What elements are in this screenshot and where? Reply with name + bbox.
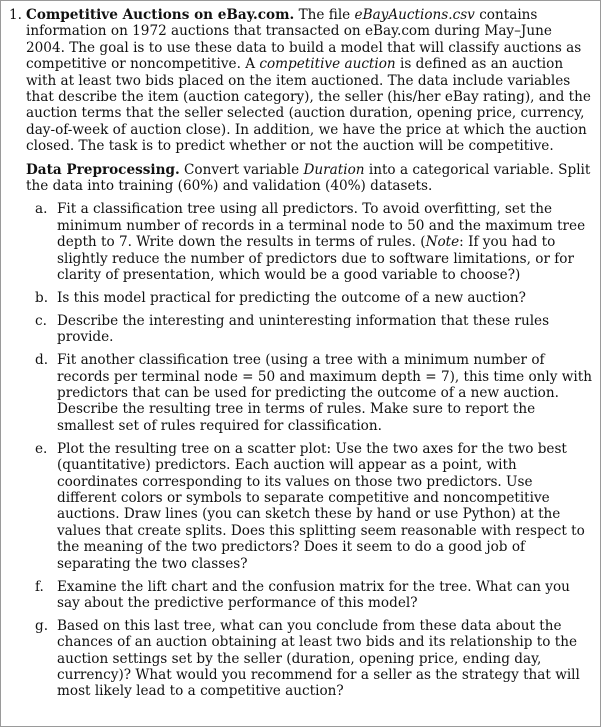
question-list: [26, 201, 593, 699]
problem-title: Competitive Auctions on eBay.com.: [26, 7, 295, 23]
item-a-note-label: Note: [425, 234, 460, 251]
item-text: Fit another classification tree (using a tree with a minimum number of records per terminal node = 50 and maximum depth = 7), this time only with predictors that can be used for predicting the outcome of a new auction. Describe the resulting tree in terms of rules. Make sure to report the smallest set of rules required for classification.: [57, 352, 592, 434]
problem-1: [9, 7, 593, 706]
preprocessing-paragraph: [26, 162, 593, 195]
item-letter: f.: [35, 578, 44, 595]
item-text: Based on this last tree, what can you conclude from these data about the chances of an auction obtaining at least two bids and its relationship to the auction settings set by the seller (duration, opening price, ending day, currency)? What would you recommend for a seller as the strategy that will most likely lead to a competitive auction?: [57, 617, 580, 700]
preprocessing-text-2: into a categorical variable. Split the data into training (60%) and validation (40%) datasets.: [26, 161, 591, 195]
question-item-c: [26, 313, 593, 346]
preprocessing-text-1: Convert variable: [179, 161, 304, 178]
item-letter: g.: [35, 617, 49, 634]
question-item-a: [26, 201, 593, 283]
item-text: Is this model practical for predicting the outcome of a new auction?: [57, 290, 526, 306]
item-text: Plot the resulting tree on a scatter plot: Use the two axes for the two best (quantitative) predictors. Each auction will appear as a point, with coordinates corresponding to its values on those two predictors. Use different colors or symbols to separate competitive and noncompetitive auctions. Draw lines (you can sketch these by hand or use Python) at the values that create splits. Does this splitting seem reasonable with respect to the meaning of the two predictors? Does it seem to do a good job of separating the two classes?: [57, 440, 585, 572]
item-a-text-2: : If you had to slightly reduce the number of predictors due to software limitations, or for clarity of presentation, which would be a good variable to choose?): [57, 234, 574, 284]
item-letter: e.: [35, 440, 48, 457]
preprocessing-title: Data Preprocessing.: [26, 161, 180, 178]
exercise-content: [9, 7, 593, 706]
intro-text-1: The file: [294, 7, 355, 23]
item-letter: b.: [35, 290, 49, 306]
question-item-g: [26, 618, 593, 700]
intro-text-2: contains information on 1972 auctions that transacted on eBay.com during May–June 2004. The goal is to use these data to build a model that will classify auctions as competitive or noncompetitive. A: [26, 7, 582, 73]
item-text: Describe the interesting and uninteresting information that these rules provide.: [57, 312, 550, 346]
item-text: [57, 201, 593, 283]
item-a-text-1: Fit a classification tree using all predictors. To avoid overfitting, set the minimum number of records in a terminal node to 50 and the maximum tree depth to 7. Write down the results in terms of rules. (: [57, 201, 586, 251]
preprocessing-variable: Duration: [303, 161, 365, 178]
data-filename: eBayAuctions.csv: [354, 7, 475, 23]
problem-number: 1.: [9, 7, 22, 23]
intro-text-3: is defined as an auction with at least two bids placed on the item auctioned. The data include variables that describe the item (auction category), the seller (his/her eBay rating), and the auction terms that the seller selected (auction duration, opening price, currency, day-of-week of auction close). In addition, we have the price at which the auction closed. The task is to predict whether or not the auction will be competitive.: [26, 56, 591, 155]
defined-term: competitive auction: [259, 56, 396, 73]
item-letter: d.: [35, 352, 49, 369]
question-item-f: [26, 579, 593, 612]
question-item-b: [26, 290, 593, 306]
problem-body: [26, 7, 593, 706]
question-item-d: [26, 352, 593, 434]
item-letter: a.: [35, 201, 48, 218]
question-item-e: [26, 441, 593, 572]
item-text: Examine the lift chart and the confusion matrix for the tree. What can you say about the predictive performance of this model?: [57, 578, 570, 611]
item-letter: c.: [35, 312, 47, 329]
problem-intro: [26, 7, 593, 155]
